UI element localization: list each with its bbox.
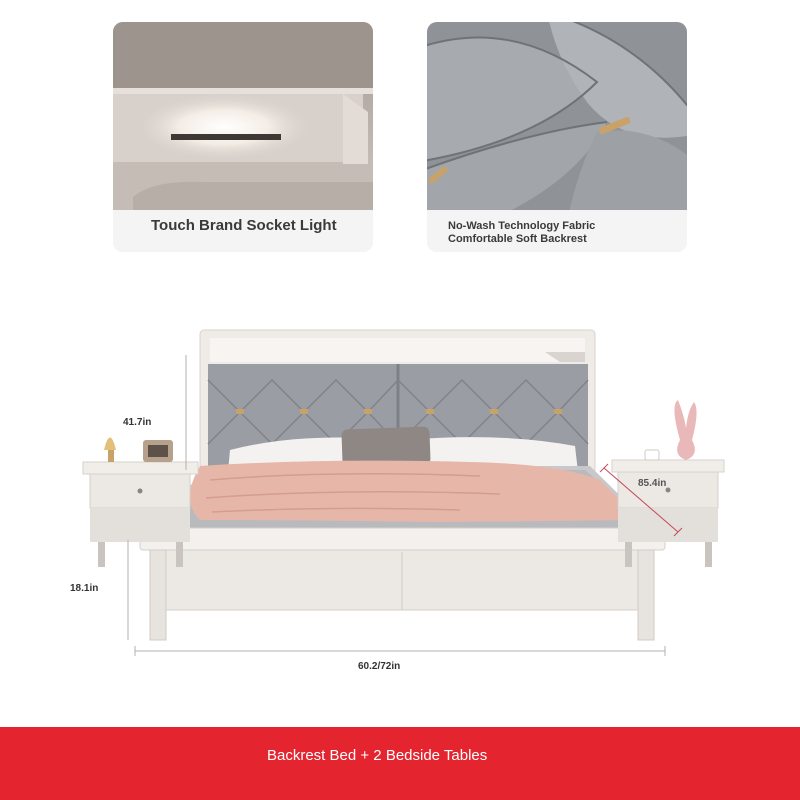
footer-title: Backrest Bed + 2 Bedside Tables — [267, 747, 488, 764]
socket-light-photo — [113, 22, 373, 212]
dimension-headboard-height: 41.7in — [123, 417, 152, 428]
caption-line-2: Comfortable Soft Backrest — [448, 233, 587, 245]
fabric-backrest-photo — [427, 22, 687, 212]
mattress — [140, 461, 660, 535]
feature-caption: Touch Brand Socket Light — [151, 217, 337, 234]
footboard — [140, 528, 665, 640]
feature-caption — [448, 220, 678, 246]
dimension-bed-width: 60.2/72in — [358, 661, 401, 672]
feature-card-fabric — [427, 22, 687, 252]
right-nightstand — [612, 400, 724, 567]
dimension-bed-length: 85.4in — [638, 478, 667, 489]
feature-card-socket-light — [113, 22, 373, 252]
bed-set-illustration — [0, 300, 800, 670]
caption-line-1: No-Wash Technology Fabric — [448, 220, 596, 232]
dimension-frame-height: 18.1in — [70, 583, 99, 594]
